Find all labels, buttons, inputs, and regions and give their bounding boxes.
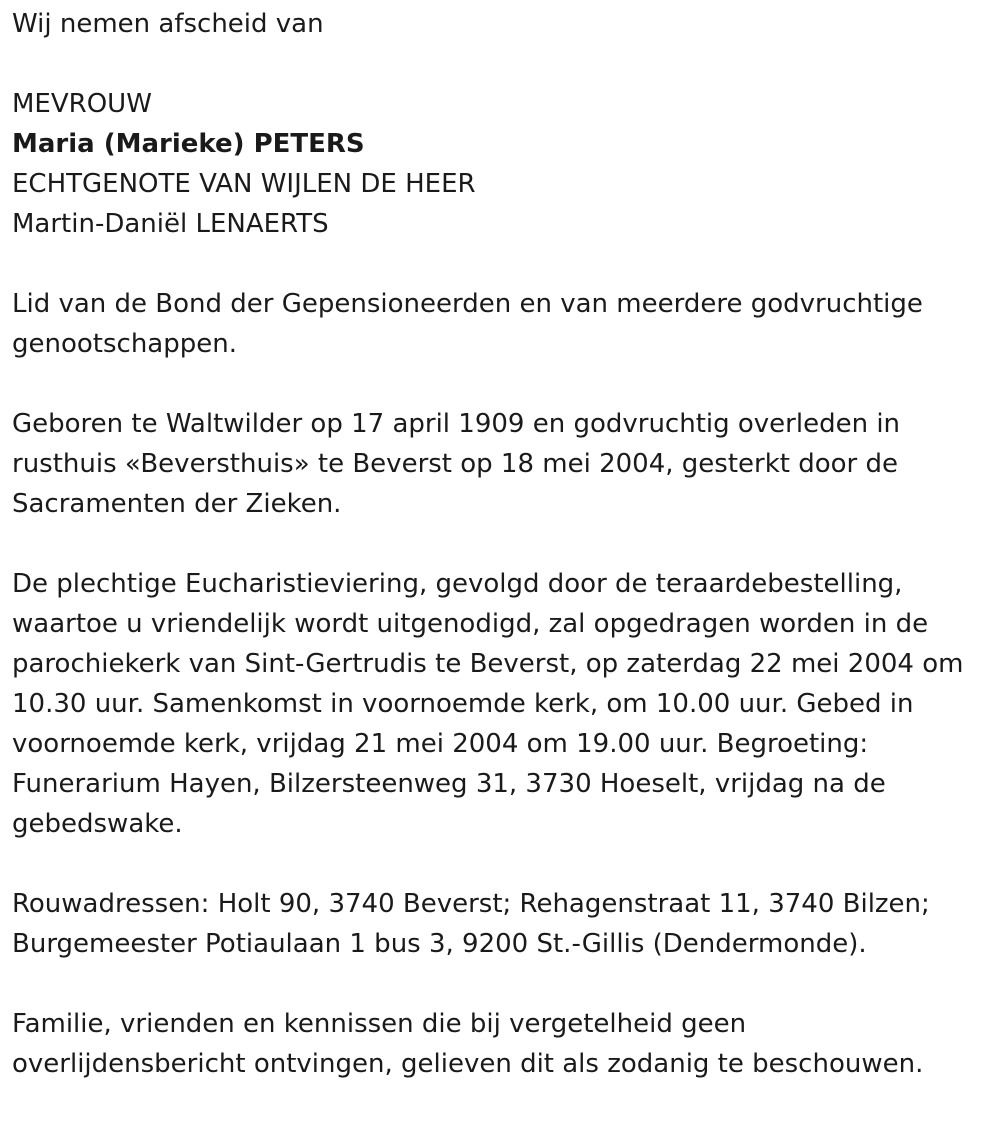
paragraph-line: voornoemde kerk, vrijdag 21 mei 2004 om 19.00 uur. Begroeting: <box>12 729 869 759</box>
paragraph-line: Burgemeester Potiaulaan 1 bus 3, 9200 St.-Gillis (Dendermonde). <box>12 929 867 959</box>
paragraph-line: parochiekerk van Sint-Gertrudis te Beverst, op zaterdag 22 mei 2004 om <box>12 649 964 679</box>
spacer <box>12 844 988 884</box>
spacer <box>12 364 988 404</box>
paragraph-line: Familie, vrienden en kennissen die bij vergetelheid geen <box>12 1009 747 1039</box>
paragraph-line: gebedswake. <box>12 809 183 839</box>
paragraph-line: waartoe u vriendelijk wordt uitgenodigd, zal opgedragen worden in de <box>12 609 929 639</box>
intro-text: Wij nemen afscheid van <box>12 9 324 39</box>
spacer <box>12 964 988 1004</box>
paragraph-line: Sacramenten der Zieken. <box>12 489 342 519</box>
ceremony-paragraph <box>12 564 988 844</box>
closing-paragraph <box>12 1004 988 1084</box>
paragraph-line: genootschappen. <box>12 329 237 359</box>
birth-death-paragraph <box>12 404 988 524</box>
spacer <box>12 244 988 284</box>
paragraph-line: overlijdensbericht ontvingen, gelieven dit als zodanig te beschouwen. <box>12 1049 924 1079</box>
membership-paragraph <box>12 284 988 364</box>
paragraph-line: Geboren te Waltwilder op 17 april 1909 en godvruchtig overleden in <box>12 409 901 439</box>
paragraph-line: 10.30 uur. Samenkomst in voornoemde kerk, om 10.00 uur. Gebed in <box>12 689 914 719</box>
title-line: MEVROUW <box>12 89 152 119</box>
spacer <box>12 524 988 564</box>
paragraph-line: Funerarium Hayen, Bilzersteenweg 31, 3730 Hoeselt, vrijdag na de <box>12 769 886 799</box>
paragraph-line: rusthuis «Beversthuis» te Beverst op 18 mei 2004, gesterkt door de <box>12 449 899 479</box>
paragraph-line: De plechtige Eucharistieviering, gevolgd door de teraardebestelling, <box>12 569 903 599</box>
addresses-paragraph <box>12 884 988 964</box>
paragraph-line: Lid van de Bond der Gepensioneerden en van meerdere godvruchtige <box>12 289 923 319</box>
spacer <box>12 44 988 84</box>
spouse-name: Martin-Daniël LENAERTS <box>12 209 329 239</box>
relation-line: ECHTGENOTE VAN WIJLEN DE HEER <box>12 169 476 199</box>
deceased-name: Maria (Marieke) PETERS <box>12 129 365 159</box>
paragraph-line: Rouwadressen: Holt 90, 3740 Beverst; Rehagenstraat 11, 3740 Bilzen; <box>12 889 930 919</box>
